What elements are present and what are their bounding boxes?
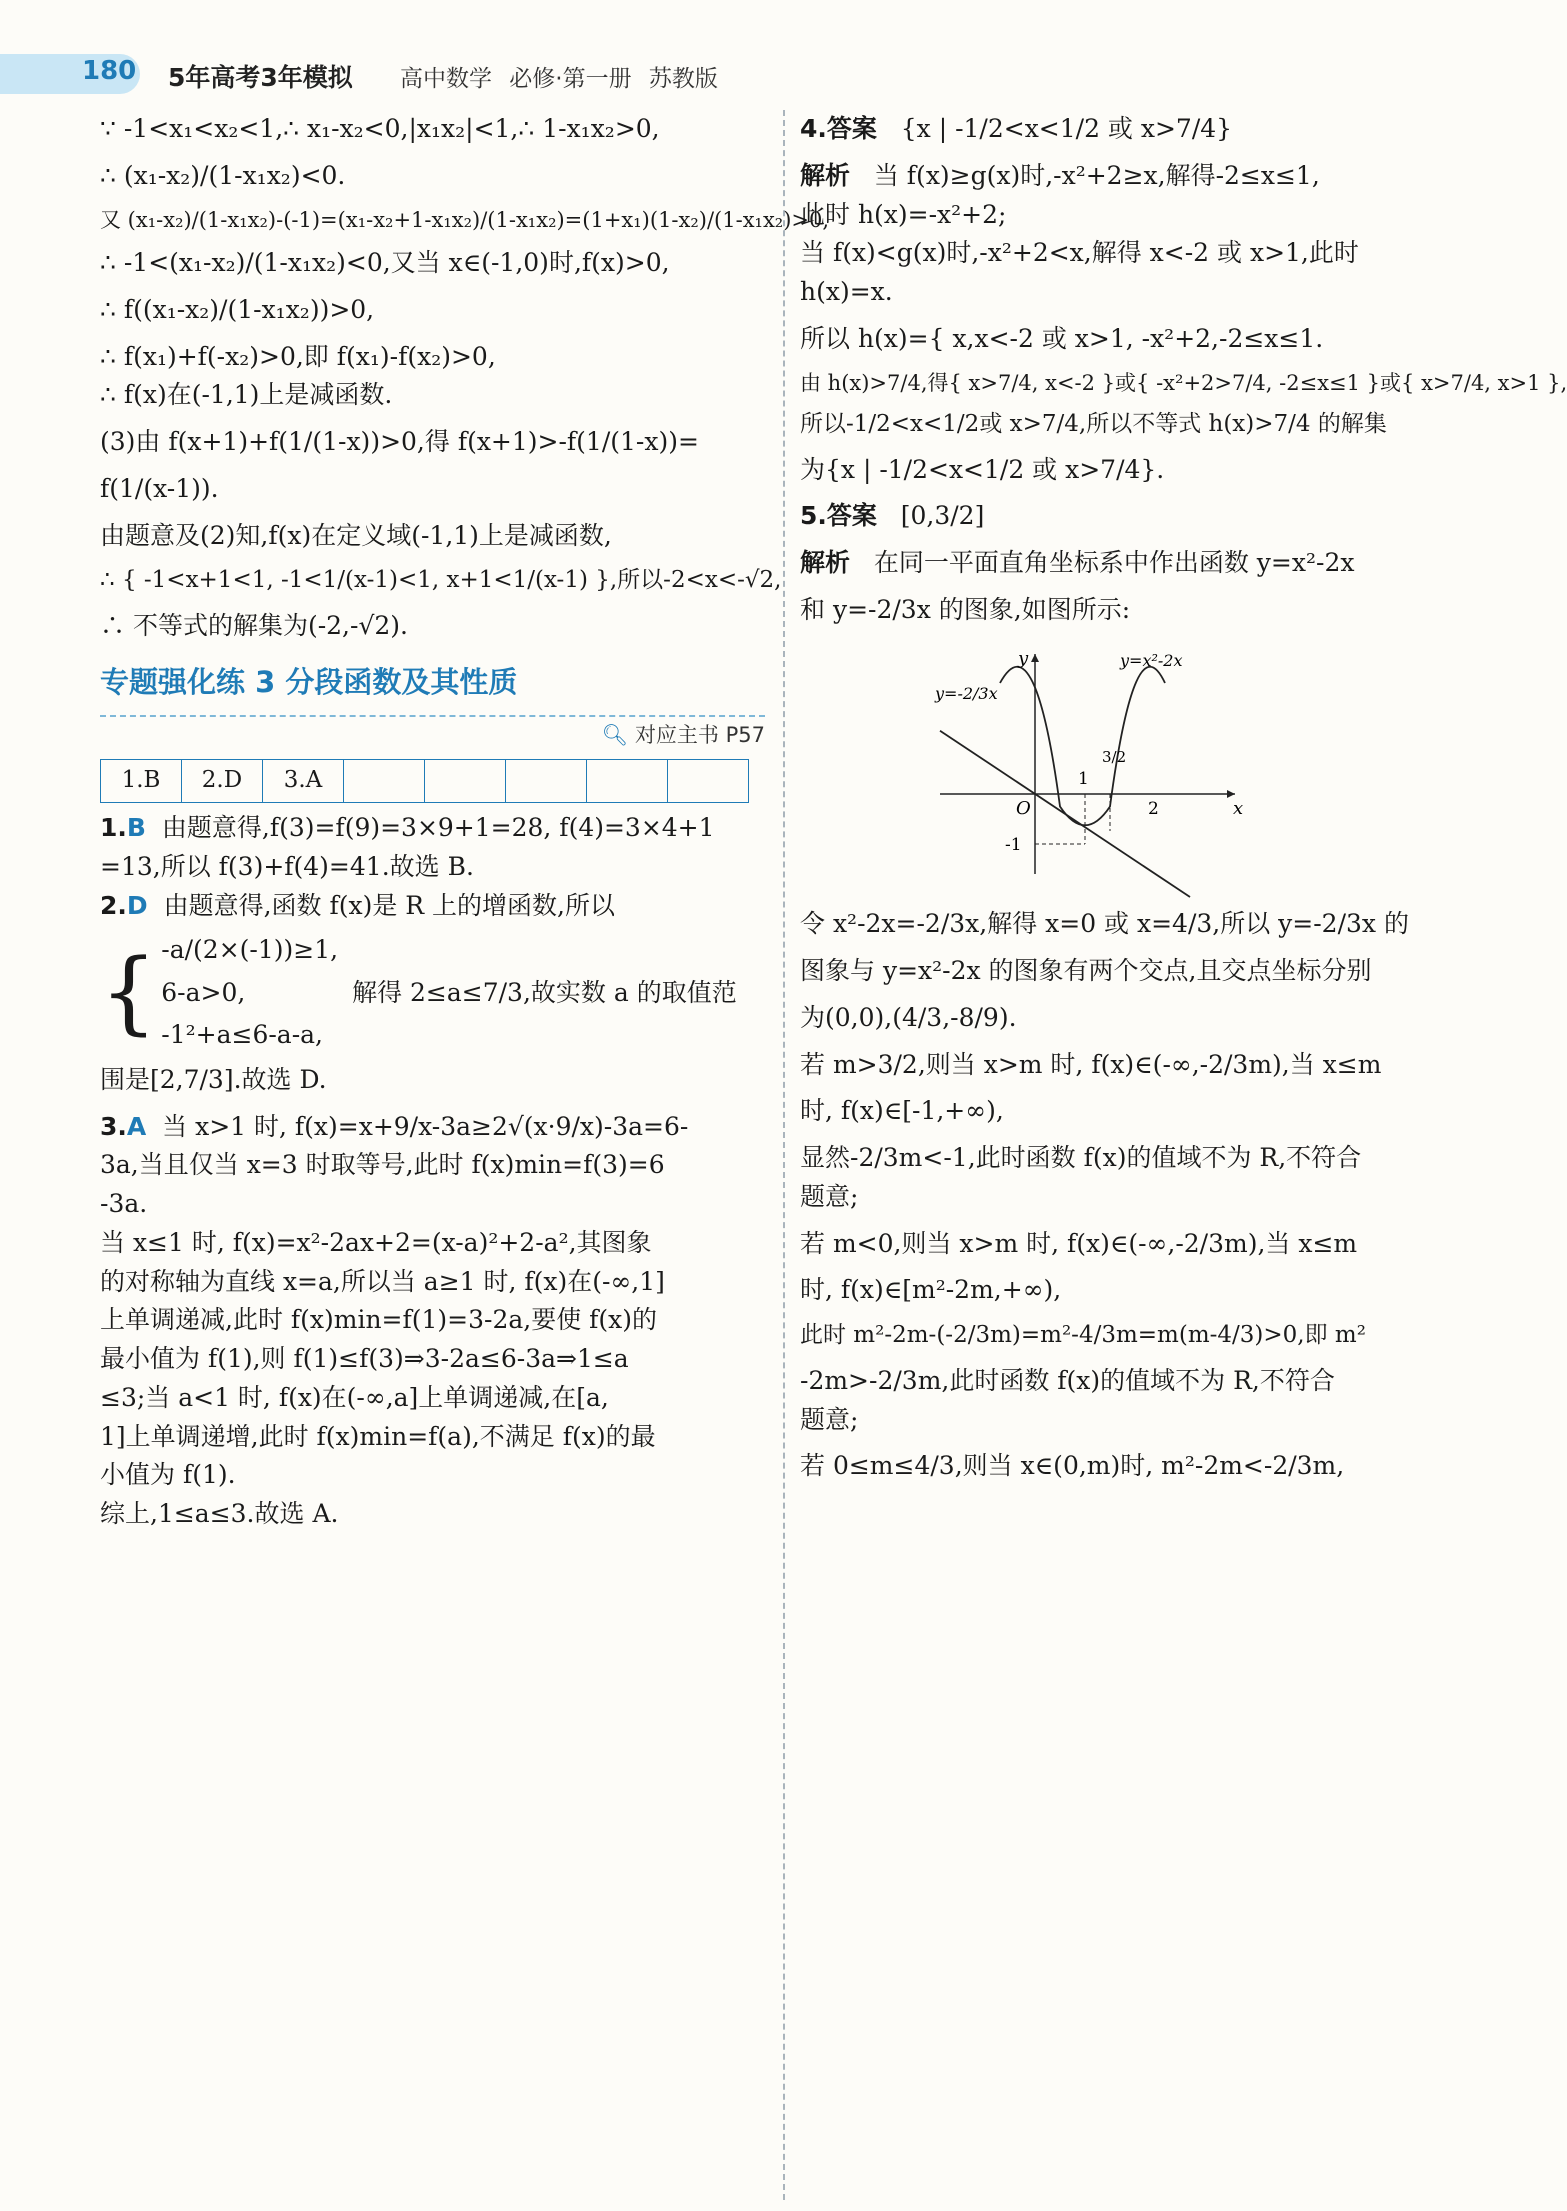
answer-cell	[506, 760, 587, 803]
text-line: ∴ (x₁-x₂)/(1-x₁x₂)<0.	[100, 160, 346, 190]
y-axis-arrow	[1031, 654, 1039, 662]
answer-cell	[587, 760, 668, 803]
book-title: 5年高考3年模拟	[168, 63, 353, 92]
text-line: 由题意及(2)知,f(x)在定义域(-1,1)上是减函数,	[100, 520, 612, 550]
text-line: 此时 h(x)=-x²+2;	[800, 199, 1007, 229]
tick-1: 1	[1078, 768, 1089, 789]
answer-table	[100, 759, 749, 803]
analysis-label: 解析	[800, 160, 851, 190]
q5-heading: 5.答案	[800, 501, 877, 531]
q5-analysis	[800, 544, 1465, 583]
text-line: 时, f(x)∈[-1,+∞),	[800, 1096, 1004, 1126]
text-line: 令 x²-2x=-2/3x,解得 x=0 或 x=4/3,所以 y=-2/3x 的	[800, 909, 1409, 939]
tick-neg-1: -1	[1005, 834, 1022, 855]
text-line: -3a.	[100, 1189, 148, 1219]
section-ref-text: 对应主书 P57	[634, 722, 765, 747]
text-line: 若 m>3/2,则当 x>m 时, f(x)∈(-∞,-2/3m),当 x≤m	[800, 1049, 1382, 1079]
text-line: ∴ f(x)在(-1,1)上是减函数.	[100, 380, 393, 410]
text-line: 时, f(x)∈[m²-2m,+∞),	[800, 1275, 1062, 1305]
text-line: 小值为 f(1).	[100, 1460, 236, 1490]
text-line: 当 f(x)<g(x)时,-x²+2<x,解得 x<-2 或 x>1,此时	[800, 238, 1359, 268]
text-line: ≤3;当 a<1 时, f(x)在(-∞,a]上单调递减,在[a,	[100, 1382, 609, 1412]
q5-answer-line	[800, 497, 1465, 536]
text-line: 为{x | -1/2<x<1/2 或 x>7/4}.	[800, 454, 1165, 484]
text-line: 若 m<0,则当 x>m 时, f(x)∈(-∞,-2/3m),当 x≤m	[800, 1228, 1358, 1258]
right-column	[800, 110, 1567, 1486]
text-line: 显然-2/3m<-1,此时函数 f(x)的值域不为 R,不符合	[800, 1143, 1362, 1173]
text-line: 最小值为 f(1),则 f(1)≤f(3)⇒3-2a≤6-3a⇒1≤a	[100, 1344, 629, 1374]
q4-heading: 4.答案	[800, 114, 877, 143]
answer-cell	[425, 760, 506, 803]
analysis-label: 解析	[800, 548, 851, 578]
line-label: y=-2/3x	[935, 683, 998, 703]
text-line: 在同一平面直角坐标系中作出函数 y=x²-2x	[873, 548, 1355, 578]
q3-answer: A	[126, 1111, 147, 1141]
text-line: 1]上单调递增,此时 f(x)min=f(a),不满足 f(x)的最	[100, 1421, 656, 1451]
text-line: ∴ { -1<x+1<1, -1<1/(x-1)<1, x+1<1/(x-1) },所以-2<x<-√2,	[100, 567, 782, 594]
system-line: -1²+a≤6-a-a,	[161, 1020, 323, 1050]
system-line: -a/(2×(-1))≥1,	[161, 935, 339, 965]
text-line: 3a,当且仅当 x=3 时取等号,此时 f(x)min=f(3)=6	[100, 1150, 665, 1180]
search-icon: 🔍︎	[601, 722, 629, 747]
page-number: 180	[82, 56, 137, 86]
origin-label: O	[1016, 797, 1031, 819]
text-line: 当 x≤1 时, f(x)=x²-2ax+2=(x-a)²+2-a²,其图象	[100, 1227, 652, 1257]
tick-three-halves: 3/2	[1102, 747, 1127, 766]
answer-cell: 2.D	[182, 760, 263, 803]
text-line: 又 (x₁-x₂)/(1-x₁x₂)-(-1)=(x₁-x₂+1-x₁x₂)/(1-x₁x₂)=(1+x₁)(1-x₂)/(1-x₁x₂)>0,	[100, 207, 830, 232]
q3-text: 当 x>1 时, f(x)=x+9/x-3a≥2√(x·9/x)-3a=6-	[162, 1111, 689, 1141]
answer-cell: 1.B	[101, 760, 182, 803]
text-line: f(1/(x-1)).	[100, 473, 219, 503]
q1-text: 由题意得,f(3)=f(9)=3×9+1=28, f(4)=3×4+1	[161, 813, 715, 843]
q3	[100, 1108, 765, 1147]
text-line: ∴ f(x₁)+f(-x₂)>0,即 f(x₁)-f(x₂)>0,	[100, 341, 496, 371]
text-line: 题意;	[800, 1181, 859, 1211]
text-line: 的对称轴为直线 x=a,所以当 a≥1 时, f(x)在(-∞,1]	[100, 1266, 665, 1296]
page-header	[0, 48, 1480, 102]
text-line: ∴ -1<(x₁-x₂)/(1-x₁x₂)<0,又当 x∈(-1,0)时,f(x)>0,	[100, 248, 670, 278]
text-line: 围是[2,7/3].故选 D.	[100, 1064, 327, 1094]
system-line: 6-a>0,	[161, 977, 246, 1007]
x-axis-label: x	[1233, 797, 1244, 819]
answer-cell	[344, 760, 425, 803]
text-line: 所以-1/2<x<1/2或 x>7/4,所以不等式 h(x)>7/4 的解集	[800, 411, 1387, 438]
answer-cell: 3.A	[263, 760, 344, 803]
text-line: 题意;	[800, 1404, 859, 1434]
text-line: 为(0,0),(4/3,-8/9).	[800, 1002, 1017, 1032]
text-line: 由 h(x)>7/4,得{ x>7/4, x<-2 }或{ -x²+2>7/4, -2≤x≤1 }或{ x>7/4, x>1 },	[800, 370, 1567, 395]
text-line: ∴ 不等式的解集为(-2,-√2).	[100, 610, 408, 640]
text-line: ∵ -1<x₁<x₂<1,∴ x₁-x₂<0,|x₁x₂|<1,∴ 1-x₁x₂>0,	[100, 114, 660, 143]
function-graph	[930, 644, 1250, 884]
q2-text: 由题意得,函数 f(x)是 R 上的增函数,所以	[163, 890, 615, 920]
q2-mid-text: 解得 2≤a≤7/3,故实数 a 的取值范	[352, 977, 737, 1007]
section-reference	[100, 715, 765, 752]
section-title: 专题强化练 3 分段函数及其性质	[100, 664, 518, 699]
q3-number: 3.	[100, 1111, 127, 1141]
tick-2: 2	[1148, 798, 1159, 819]
x-axis-arrow	[1227, 790, 1235, 798]
column-divider	[783, 110, 785, 2200]
q1	[100, 809, 765, 848]
parabola-label: y=x²-2x	[1120, 650, 1183, 670]
text-line: 所以 h(x)={ x,x<-2 或 x>1, -x²+2,-2≤x≤1.	[800, 323, 1324, 353]
y-axis-label: y	[1018, 647, 1029, 669]
q5-answer: [0,3/2]	[900, 501, 985, 531]
left-brace: {	[100, 940, 158, 1046]
text-line: -2m>-2/3m,此时函数 f(x)的值域不为 R,不符合	[800, 1365, 1335, 1395]
text-line: 此时 m²-2m-(-2/3m)=m²-4/3m=m(m-4/3)>0,即 m²	[800, 1322, 1366, 1349]
q2-answer: D	[126, 890, 148, 920]
q4-answer: {x | -1/2<x<1/2 或 x>7/4}	[900, 114, 1233, 143]
q1-answer: B	[126, 813, 146, 843]
q2	[100, 887, 765, 926]
text-line: (3)由 f(x+1)+f(1/(1-x))>0,得 f(x+1)>-f(1/(1-x))=	[100, 427, 699, 457]
answer-cell	[668, 760, 749, 803]
text-line: h(x)=x.	[800, 277, 893, 306]
text-line: 和 y=-2/3x 的图象,如图所示:	[800, 594, 1131, 624]
text-line: ∴ f((x₁-x₂)/(1-x₁x₂))>0,	[100, 294, 375, 324]
q2-system	[100, 929, 765, 1057]
text-line: 若 0≤m≤4/3,则当 x∈(0,m)时, m²-2m<-2/3m,	[800, 1451, 1345, 1481]
text-line: 上单调递减,此时 f(x)min=f(1)=3-2a,要使 f(x)的	[100, 1305, 658, 1335]
q4-answer-line	[800, 110, 1465, 149]
book-subtitle: 高中数学 必修·第一册 苏教版	[400, 66, 718, 92]
text-line: 当 f(x)≥g(x)时,-x²+2≥x,解得-2≤x≤1,	[873, 160, 1320, 190]
text-line: 图象与 y=x²-2x 的图象有两个交点,且交点坐标分别	[800, 956, 1372, 986]
q4-analysis	[800, 157, 1465, 196]
text-line: =13,所以 f(3)+f(4)=41.故选 B.	[100, 851, 474, 881]
text-line: 综上,1≤a≤3.故选 A.	[100, 1499, 339, 1529]
q2-number: 2.	[100, 890, 127, 920]
q1-number: 1.	[100, 813, 127, 843]
